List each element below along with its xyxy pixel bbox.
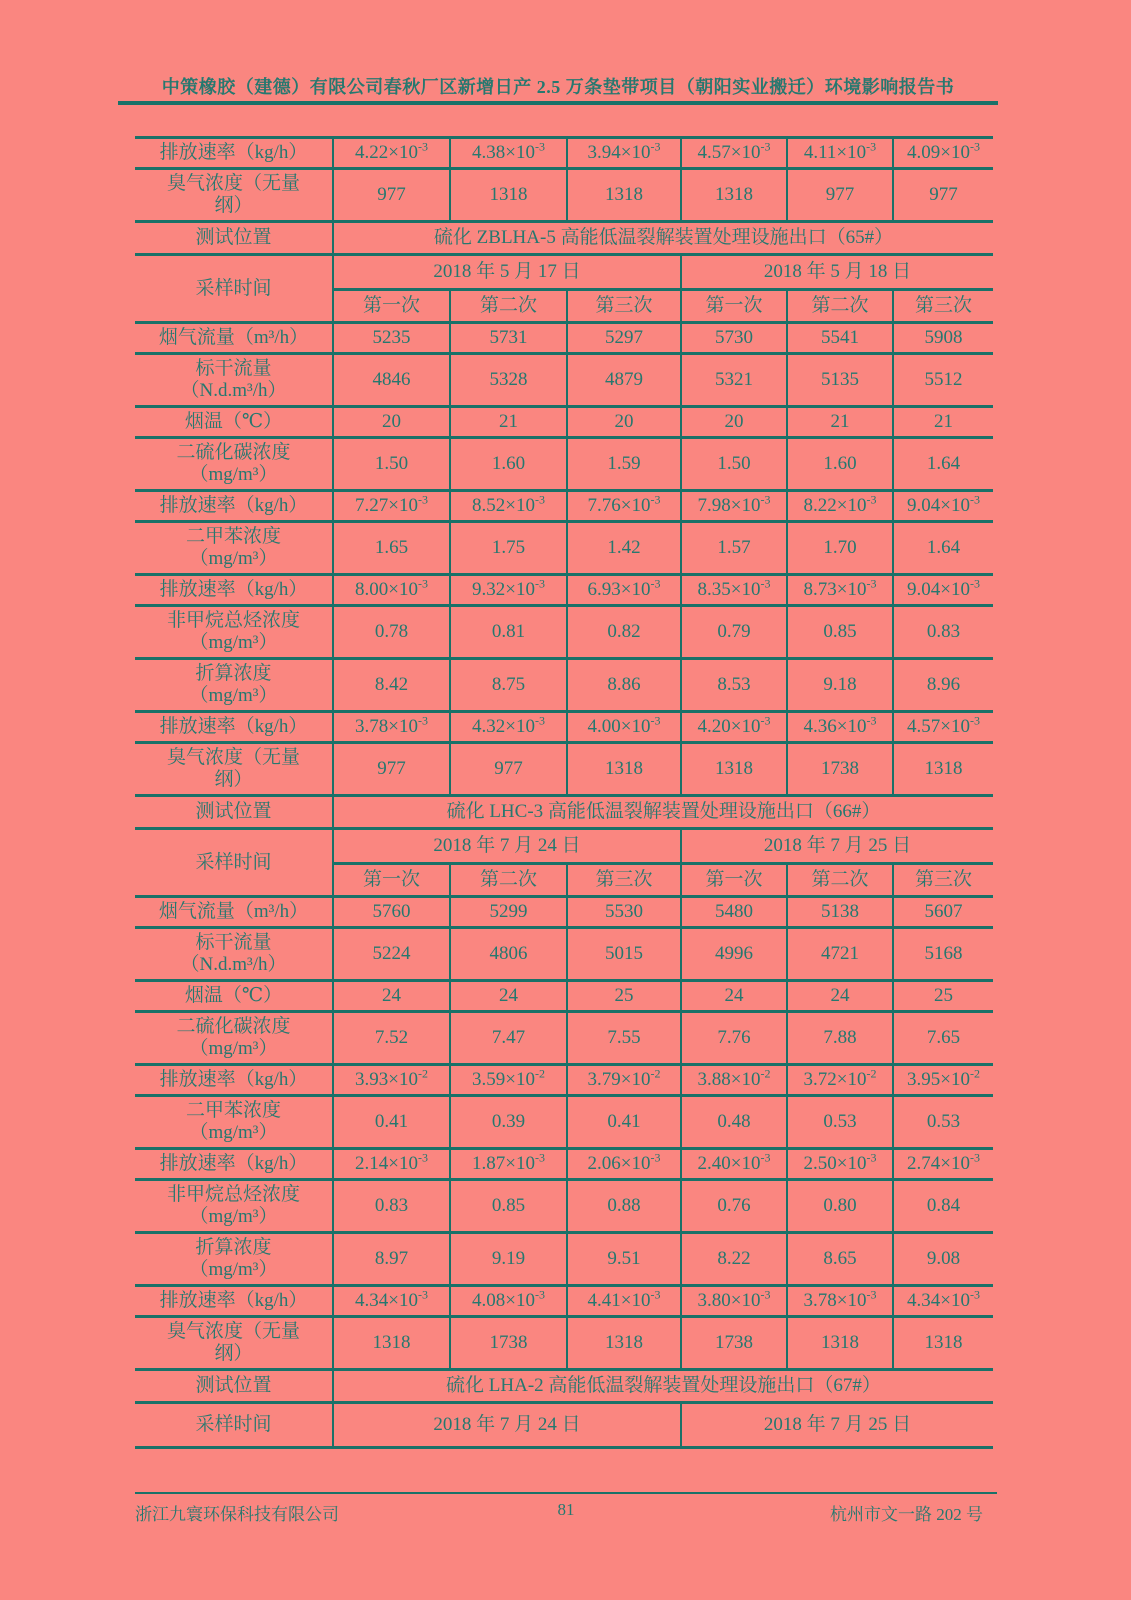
value-cell: 1318 [567, 743, 681, 796]
value-cell: 1318 [567, 169, 681, 222]
footer-rule [135, 1492, 997, 1494]
value-cell: 1.60 [450, 438, 567, 491]
value-cell: 5138 [787, 897, 893, 928]
table-row [135, 1403, 993, 1448]
sampling-round-cell: 第三次 [567, 864, 681, 897]
row-label: 排放速率（kg/h） [135, 1286, 333, 1317]
value-cell: $9.32\times 10^{-3}$ [450, 575, 567, 606]
emission-monitoring-table [135, 136, 993, 1449]
test-position-cell: 硫化 LHA-2 高能低温裂解装置处理设施出口（67#） [333, 1370, 993, 1403]
value-cell: 1.65 [333, 522, 450, 575]
value-cell: 8.96 [893, 659, 993, 712]
value-cell: 25 [893, 981, 993, 1012]
value-cell: $2.40\times 10^{-3}$ [681, 1149, 787, 1180]
value-cell: 0.78 [333, 606, 450, 659]
table-row [135, 222, 993, 255]
row-label: 采样时间 [135, 1403, 333, 1448]
table-row [135, 659, 993, 712]
value-cell: 5299 [450, 897, 567, 928]
row-label: 采样时间 [135, 829, 333, 897]
row-label: 标干流量 （N.d.m³/h） [135, 354, 333, 407]
table-row [135, 897, 993, 928]
row-label: 测试位置 [135, 1370, 333, 1403]
value-cell: 1.42 [567, 522, 681, 575]
table-row [135, 354, 993, 407]
value-cell: $4.57\times 10^{-3}$ [681, 138, 787, 169]
table-row [135, 1286, 993, 1317]
value-cell: 21 [787, 407, 893, 438]
row-label: 标干流量 （N.d.m³/h） [135, 928, 333, 981]
sampling-round-cell: 第二次 [450, 864, 567, 897]
value-cell: 9.18 [787, 659, 893, 712]
row-label: 排放速率（kg/h） [135, 138, 333, 169]
row-label: 臭气浓度（无量 纲） [135, 743, 333, 796]
row-label: 二硫化碳浓度 （mg/m³） [135, 438, 333, 491]
value-cell: $3.78\times 10^{-3}$ [787, 1286, 893, 1317]
value-cell: 1.50 [333, 438, 450, 491]
value-cell: 1318 [567, 1317, 681, 1370]
value-cell: $3.88\times 10^{-2}$ [681, 1065, 787, 1096]
value-cell: $8.22\times 10^{-3}$ [787, 491, 893, 522]
value-cell: 9.19 [450, 1233, 567, 1286]
row-label: 烟温（℃） [135, 407, 333, 438]
value-cell: $3.78\times 10^{-3}$ [333, 712, 450, 743]
row-label: 折算浓度 （mg/m³） [135, 1233, 333, 1286]
test-position-cell: 硫化 ZBLHA-5 高能低温裂解装置处理设施出口（65#） [333, 222, 993, 255]
table-row [135, 796, 993, 829]
value-cell: $7.27\times 10^{-3}$ [333, 491, 450, 522]
value-cell: 7.88 [787, 1012, 893, 1065]
table-row [135, 1317, 993, 1370]
table-row [135, 981, 993, 1012]
value-cell: $6.93\times 10^{-3}$ [567, 575, 681, 606]
value-cell: 24 [681, 981, 787, 1012]
value-cell: $3.80\times 10^{-3}$ [681, 1286, 787, 1317]
value-cell: 977 [333, 169, 450, 222]
value-cell: 7.52 [333, 1012, 450, 1065]
value-cell: 0.85 [450, 1180, 567, 1233]
value-cell: $2.06\times 10^{-3}$ [567, 1149, 681, 1180]
value-cell: $2.50\times 10^{-3}$ [787, 1149, 893, 1180]
sampling-round-cell: 第三次 [567, 290, 681, 323]
footer-address: 杭州市文一路 202 号 [830, 1505, 983, 1524]
value-cell: 977 [333, 743, 450, 796]
value-cell: 4846 [333, 354, 450, 407]
table-row [135, 1370, 993, 1403]
table-row [135, 138, 993, 169]
value-cell: 1318 [787, 1317, 893, 1370]
sampling-round-cell: 第三次 [893, 864, 993, 897]
row-label: 排放速率（kg/h） [135, 491, 333, 522]
value-cell: 0.82 [567, 606, 681, 659]
footer-company: 浙江九寰环保科技有限公司 [135, 1505, 339, 1524]
value-cell: 8.86 [567, 659, 681, 712]
value-cell: 8.65 [787, 1233, 893, 1286]
value-cell: 5530 [567, 897, 681, 928]
value-cell: 0.83 [893, 606, 993, 659]
row-label: 排放速率（kg/h） [135, 1065, 333, 1096]
value-cell: 4721 [787, 928, 893, 981]
value-cell: $3.95\times 10^{-2}$ [893, 1065, 993, 1096]
value-cell: 1.59 [567, 438, 681, 491]
value-cell: 5908 [893, 323, 993, 354]
value-cell: 1318 [333, 1317, 450, 1370]
sampling-date-cell: 2018 年 5 月 17 日 [333, 255, 681, 290]
value-cell: 20 [681, 407, 787, 438]
table-row [135, 255, 993, 290]
row-label: 非甲烷总烃浓度 （mg/m³） [135, 606, 333, 659]
value-cell: $4.22\times 10^{-3}$ [333, 138, 450, 169]
table-row [135, 522, 993, 575]
table-row [135, 1096, 993, 1149]
row-label: 测试位置 [135, 222, 333, 255]
value-cell: 1.57 [681, 522, 787, 575]
value-cell: 1318 [681, 169, 787, 222]
value-cell: $4.34\times 10^{-3}$ [333, 1286, 450, 1317]
document-title: 中策橡胶（建德）有限公司春秋厂区新增日产 2.5 万条垫带项目（朝阳实业搬迁）环境影响报告书 [161, 77, 955, 97]
table-row [135, 1233, 993, 1286]
row-label: 非甲烷总烃浓度 （mg/m³） [135, 1180, 333, 1233]
row-label: 烟气流量（m³/h） [135, 323, 333, 354]
row-label: 二甲苯浓度 （mg/m³） [135, 1096, 333, 1149]
row-label: 排放速率（kg/h） [135, 1149, 333, 1180]
value-cell: 21 [450, 407, 567, 438]
value-cell: $8.00\times 10^{-3}$ [333, 575, 450, 606]
table-row [135, 323, 993, 354]
value-cell: 4879 [567, 354, 681, 407]
value-cell: 5760 [333, 897, 450, 928]
value-cell: 4996 [681, 928, 787, 981]
value-cell: 5730 [681, 323, 787, 354]
value-cell: $8.35\times 10^{-3}$ [681, 575, 787, 606]
value-cell: 25 [567, 981, 681, 1012]
value-cell: 5541 [787, 323, 893, 354]
value-cell: 0.85 [787, 606, 893, 659]
value-cell: $3.72\times 10^{-2}$ [787, 1065, 893, 1096]
row-label: 烟温（℃） [135, 981, 333, 1012]
value-cell: 1318 [893, 743, 993, 796]
sampling-date-cell: 2018 年 7 月 25 日 [681, 1403, 993, 1448]
table-row [135, 491, 993, 522]
value-cell: $4.08\times 10^{-3}$ [450, 1286, 567, 1317]
value-cell: 1738 [787, 743, 893, 796]
value-cell: 5015 [567, 928, 681, 981]
value-cell: $4.36\times 10^{-3}$ [787, 712, 893, 743]
value-cell: 1318 [893, 1317, 993, 1370]
sampling-date-cell: 2018 年 7 月 24 日 [333, 1403, 681, 1448]
value-cell: $4.00\times 10^{-3}$ [567, 712, 681, 743]
value-cell: 1738 [681, 1317, 787, 1370]
sampling-round-cell: 第二次 [787, 864, 893, 897]
value-cell: $2.14\times 10^{-3}$ [333, 1149, 450, 1180]
value-cell: $4.20\times 10^{-3}$ [681, 712, 787, 743]
value-cell: 5607 [893, 897, 993, 928]
row-label: 折算浓度 （mg/m³） [135, 659, 333, 712]
table-row [135, 169, 993, 222]
value-cell: $7.98\times 10^{-3}$ [681, 491, 787, 522]
value-cell: $4.34\times 10^{-3}$ [893, 1286, 993, 1317]
row-label: 采样时间 [135, 255, 333, 323]
value-cell: 5731 [450, 323, 567, 354]
value-cell: $3.94\times 10^{-3}$ [567, 138, 681, 169]
row-label: 臭气浓度（无量 纲） [135, 169, 333, 222]
sampling-round-cell: 第三次 [893, 290, 993, 323]
value-cell: 0.80 [787, 1180, 893, 1233]
value-cell: 5480 [681, 897, 787, 928]
value-cell: 1.60 [787, 438, 893, 491]
value-cell: 8.22 [681, 1233, 787, 1286]
value-cell: 9.08 [893, 1233, 993, 1286]
value-cell: 7.65 [893, 1012, 993, 1065]
row-label: 烟气流量（m³/h） [135, 897, 333, 928]
value-cell: 24 [787, 981, 893, 1012]
value-cell: $8.52\times 10^{-3}$ [450, 491, 567, 522]
row-label: 测试位置 [135, 796, 333, 829]
table-row [135, 407, 993, 438]
table-row [135, 575, 993, 606]
value-cell: $4.41\times 10^{-3}$ [567, 1286, 681, 1317]
value-cell: 5297 [567, 323, 681, 354]
value-cell: 1.64 [893, 522, 993, 575]
value-cell: $4.09\times 10^{-3}$ [893, 138, 993, 169]
value-cell: 4806 [450, 928, 567, 981]
value-cell: 5235 [333, 323, 450, 354]
value-cell: $9.04\times 10^{-3}$ [893, 491, 993, 522]
value-cell: 977 [787, 169, 893, 222]
value-cell: 0.53 [787, 1096, 893, 1149]
sampling-round-cell: 第一次 [681, 290, 787, 323]
table-row [135, 829, 993, 864]
value-cell: 0.48 [681, 1096, 787, 1149]
row-label: 排放速率（kg/h） [135, 712, 333, 743]
value-cell: 977 [893, 169, 993, 222]
table-row [135, 1065, 993, 1096]
sampling-date-cell: 2018 年 5 月 18 日 [681, 255, 993, 290]
test-position-cell: 硫化 LHC-3 高能低温裂解装置处理设施出口（66#） [333, 796, 993, 829]
table-row [135, 606, 993, 659]
value-cell: 0.76 [681, 1180, 787, 1233]
value-cell: 24 [450, 981, 567, 1012]
value-cell: 1.75 [450, 522, 567, 575]
table-row [135, 743, 993, 796]
value-cell: 0.53 [893, 1096, 993, 1149]
value-cell: 0.81 [450, 606, 567, 659]
sampling-date-cell: 2018 年 7 月 24 日 [333, 829, 681, 864]
row-label: 臭气浓度（无量 纲） [135, 1317, 333, 1370]
value-cell: $4.57\times 10^{-3}$ [893, 712, 993, 743]
value-cell: 1738 [450, 1317, 567, 1370]
value-cell: $4.11\times 10^{-3}$ [787, 138, 893, 169]
value-cell: $4.32\times 10^{-3}$ [450, 712, 567, 743]
header-rule [118, 101, 998, 105]
value-cell: 5135 [787, 354, 893, 407]
value-cell: $7.76\times 10^{-3}$ [567, 491, 681, 522]
value-cell: 8.97 [333, 1233, 450, 1286]
sampling-round-cell: 第二次 [787, 290, 893, 323]
sampling-round-cell: 第一次 [333, 864, 450, 897]
value-cell: $3.93\times 10^{-2}$ [333, 1065, 450, 1096]
value-cell: 0.79 [681, 606, 787, 659]
table-row [135, 928, 993, 981]
row-label: 二甲苯浓度 （mg/m³） [135, 522, 333, 575]
value-cell: 5224 [333, 928, 450, 981]
table-row [135, 1180, 993, 1233]
sampling-round-cell: 第二次 [450, 290, 567, 323]
value-cell: 7.76 [681, 1012, 787, 1065]
value-cell: $8.73\times 10^{-3}$ [787, 575, 893, 606]
value-cell: 7.47 [450, 1012, 567, 1065]
value-cell: 0.39 [450, 1096, 567, 1149]
value-cell: 1318 [681, 743, 787, 796]
page-footer [135, 1500, 997, 1524]
table-row [135, 712, 993, 743]
value-cell: 0.41 [333, 1096, 450, 1149]
value-cell: 5328 [450, 354, 567, 407]
value-cell: 8.53 [681, 659, 787, 712]
value-cell: 20 [567, 407, 681, 438]
value-cell: 977 [450, 743, 567, 796]
value-cell: 0.88 [567, 1180, 681, 1233]
sampling-round-cell: 第一次 [681, 864, 787, 897]
value-cell: 7.55 [567, 1012, 681, 1065]
value-cell: 1318 [450, 169, 567, 222]
value-cell: 9.51 [567, 1233, 681, 1286]
sampling-round-cell: 第一次 [333, 290, 450, 323]
value-cell: $1.87\times 10^{-3}$ [450, 1149, 567, 1180]
table-row [135, 1012, 993, 1065]
value-cell: 5512 [893, 354, 993, 407]
value-cell: $3.79\times 10^{-2}$ [567, 1065, 681, 1096]
value-cell: 21 [893, 407, 993, 438]
value-cell: 24 [333, 981, 450, 1012]
value-cell: 1.50 [681, 438, 787, 491]
table-row [135, 438, 993, 491]
value-cell: 20 [333, 407, 450, 438]
value-cell: 8.42 [333, 659, 450, 712]
value-cell: $4.38\times 10^{-3}$ [450, 138, 567, 169]
value-cell: 0.84 [893, 1180, 993, 1233]
value-cell: $3.59\times 10^{-2}$ [450, 1065, 567, 1096]
table-row [135, 1149, 993, 1180]
value-cell: 1.64 [893, 438, 993, 491]
row-label: 二硫化碳浓度 （mg/m³） [135, 1012, 333, 1065]
value-cell: 1.70 [787, 522, 893, 575]
value-cell: $9.04\times 10^{-3}$ [893, 575, 993, 606]
value-cell: $2.74\times 10^{-3}$ [893, 1149, 993, 1180]
sampling-date-cell: 2018 年 7 月 25 日 [681, 829, 993, 864]
value-cell: 5321 [681, 354, 787, 407]
value-cell: 0.41 [567, 1096, 681, 1149]
row-label: 排放速率（kg/h） [135, 575, 333, 606]
value-cell: 8.75 [450, 659, 567, 712]
value-cell: 0.83 [333, 1180, 450, 1233]
footer-page-number: 81 [557, 1500, 575, 1519]
value-cell: 5168 [893, 928, 993, 981]
